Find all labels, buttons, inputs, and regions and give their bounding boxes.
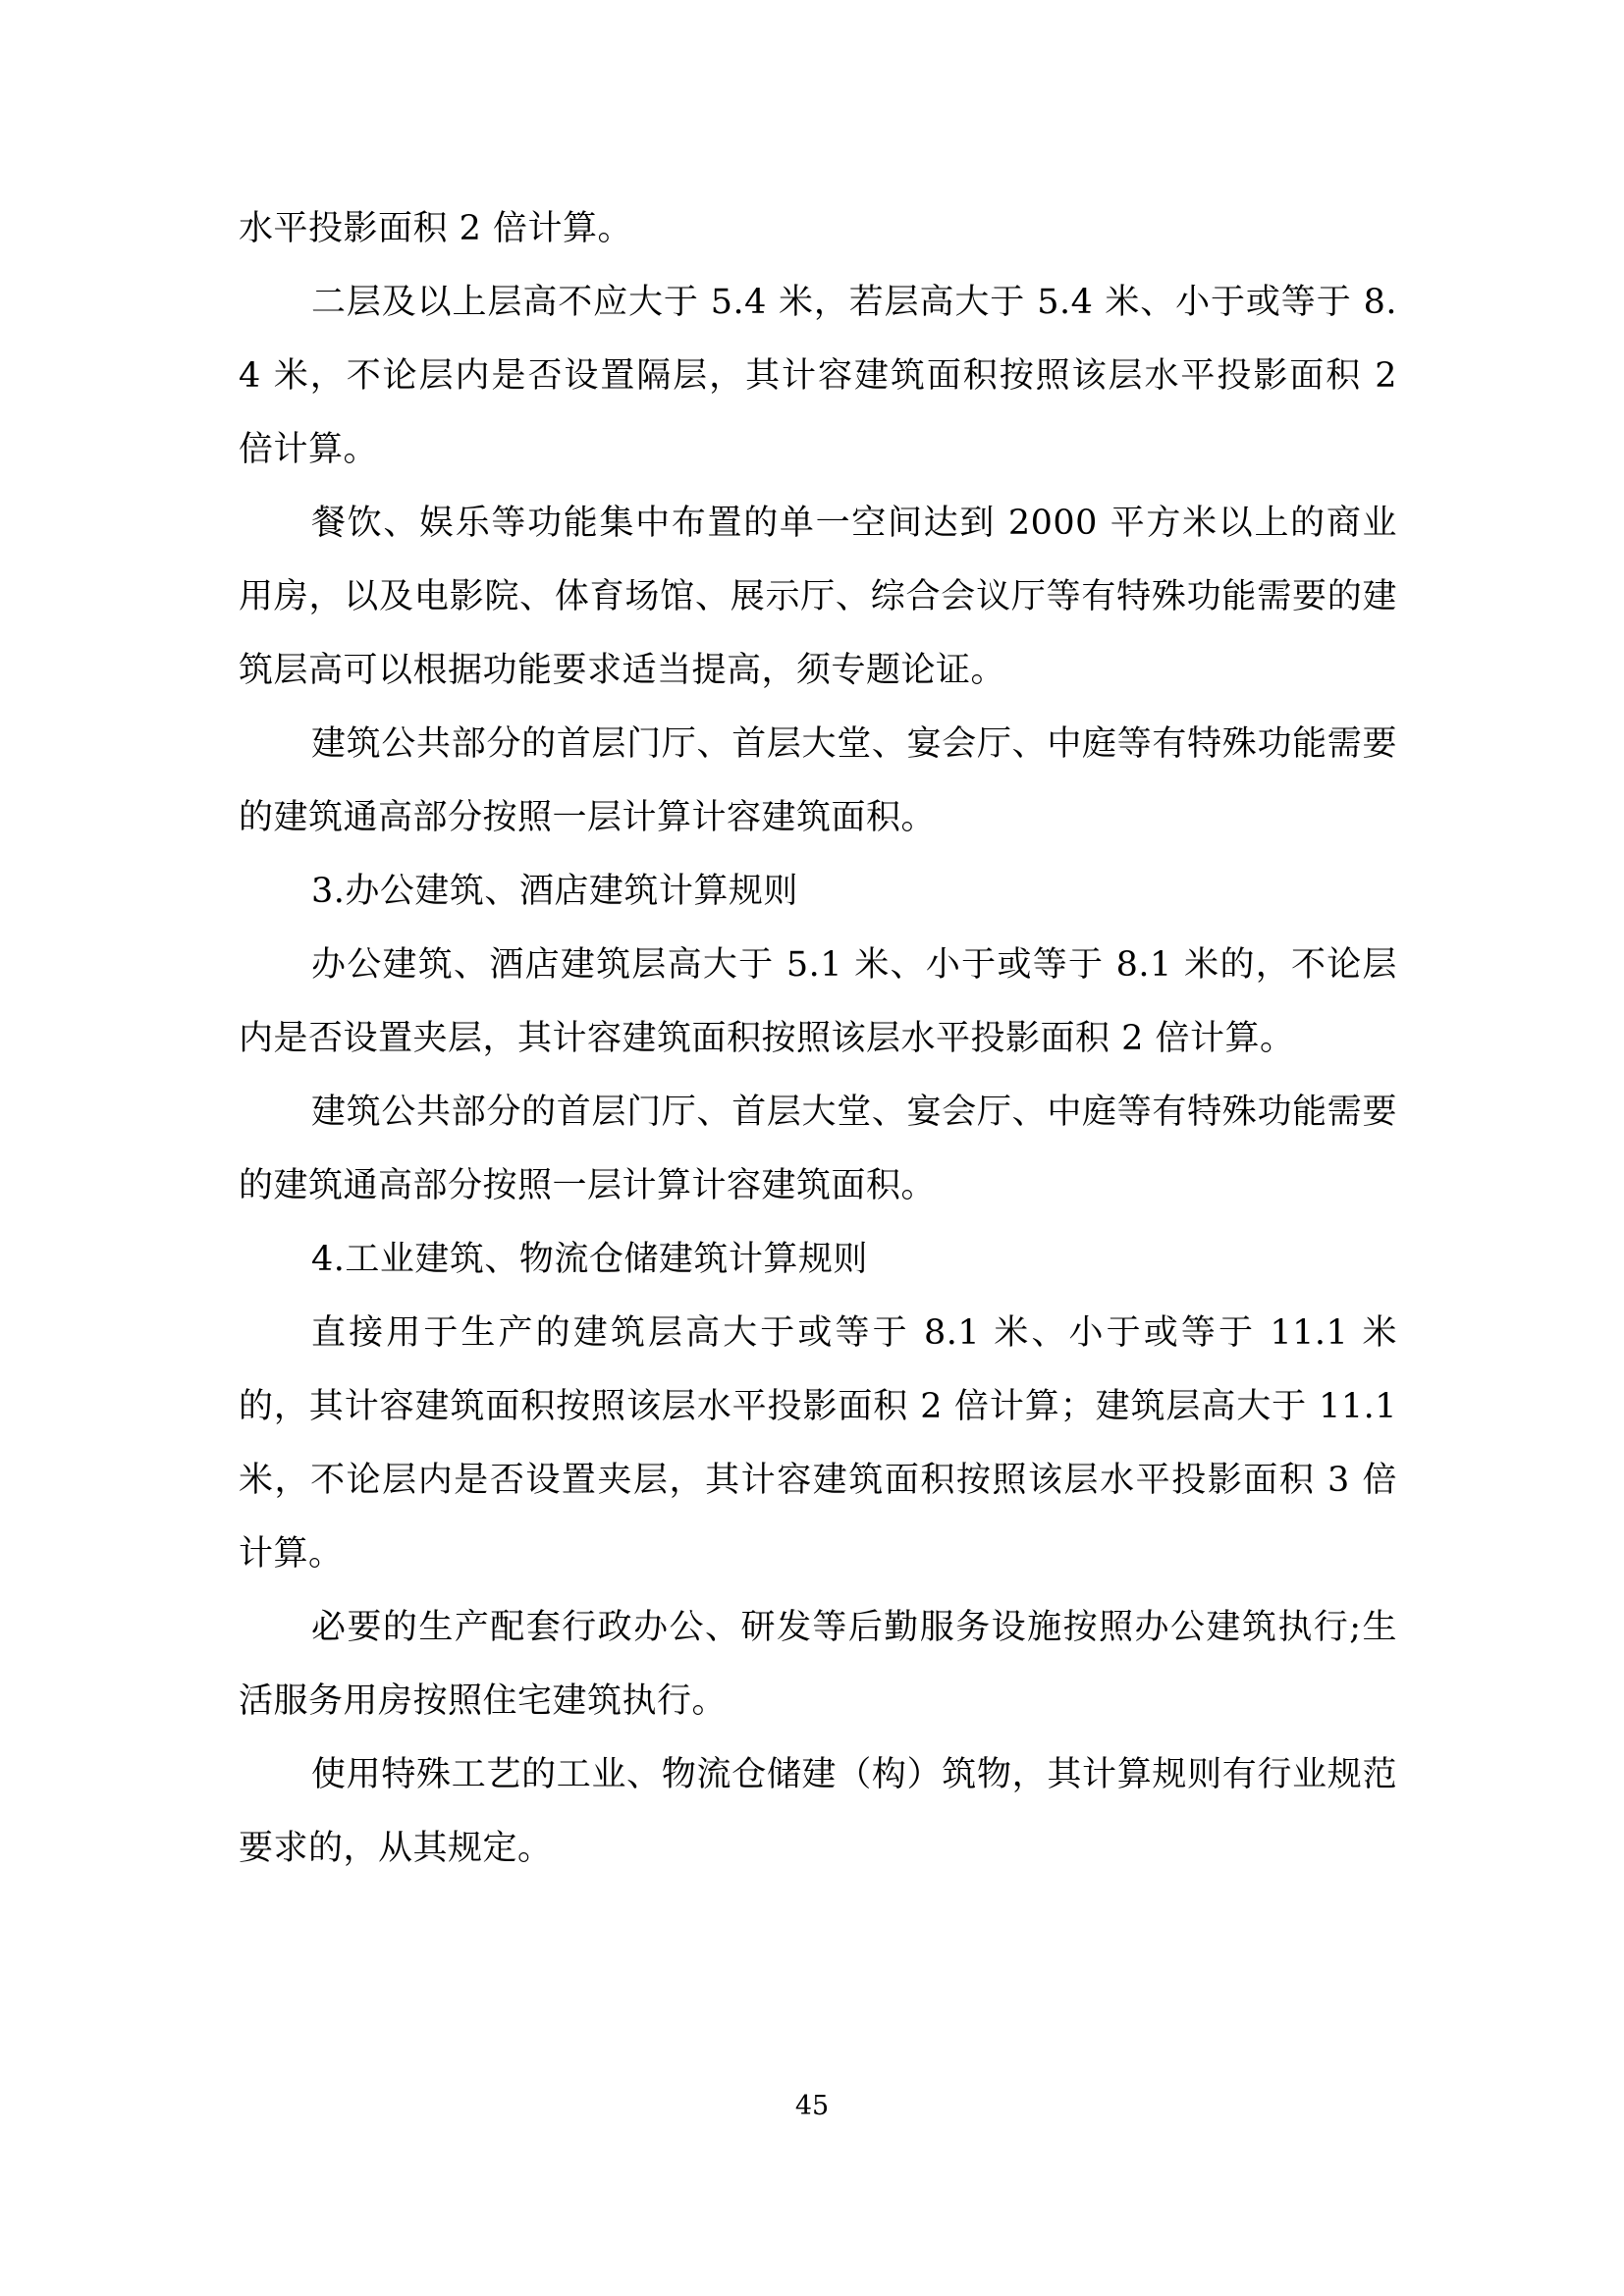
page-body [239, 192, 1397, 1886]
paragraph: 办公建筑、酒店建筑层高大于 5.1 米、小于或等于 8.1 米的，不论层内是否设置夹层，其计容建筑面积按照该层水平投影面积 2 倍计算。 [239, 945, 1397, 1058]
paragraph: 二层及以上层高不应大于 5.4 米，若层高大于 5.4 米、小于或等于 8.4 米，不论层内是否设置隔层，其计容建筑面积按照该层水平投影面积 2 倍计算。 [239, 283, 1397, 469]
paragraph: 餐饮、娱乐等功能集中布置的单一空间达到 2000 平方米以上的商业用房，以及电影院、体育场馆、展示厅、综合会议厅等有特殊功能需要的建筑层高可以根据功能要求适当提高，须专题论证。 [239, 504, 1397, 690]
paragraph: 直接用于生产的建筑层高大于或等于 8.1 米、小于或等于 11.1 米的，其计容建筑面积按照该层水平投影面积 2 倍计算；建筑层高大于 11.1 米，不论层内是否设置夹层，其计容建筑面积按照该层水平投影面积 3 倍计算。 [239, 1313, 1397, 1574]
paragraph: 使用特殊工艺的工业、物流仓储建（构）筑物，其计算规则有行业规范要求的，从其规定。 [239, 1755, 1397, 1868]
paragraph: 必要的生产配套行政办公、研发等后勤服务设施按照办公建筑执行;生活服务用房按照住宅建筑执行。 [239, 1608, 1397, 1721]
section-heading-3: 3.办公建筑、酒店建筑计算规则 [311, 872, 798, 911]
paragraph: 建筑公共部分的首层门厅、首层大堂、宴会厅、中庭等有特殊功能需要的建筑通高部分按照一层计算计容建筑面积。 [239, 1093, 1397, 1205]
section-heading-4: 4.工业建筑、物流仓储建筑计算规则 [311, 1240, 868, 1279]
page-number: 45 [794, 2091, 830, 2121]
paragraph: 建筑公共部分的首层门厅、首层大堂、宴会厅、中庭等有特殊功能需要的建筑通高部分按照一层计算计容建筑面积。 [239, 724, 1397, 837]
paragraph: 水平投影面积 2 倍计算。 [239, 209, 633, 248]
